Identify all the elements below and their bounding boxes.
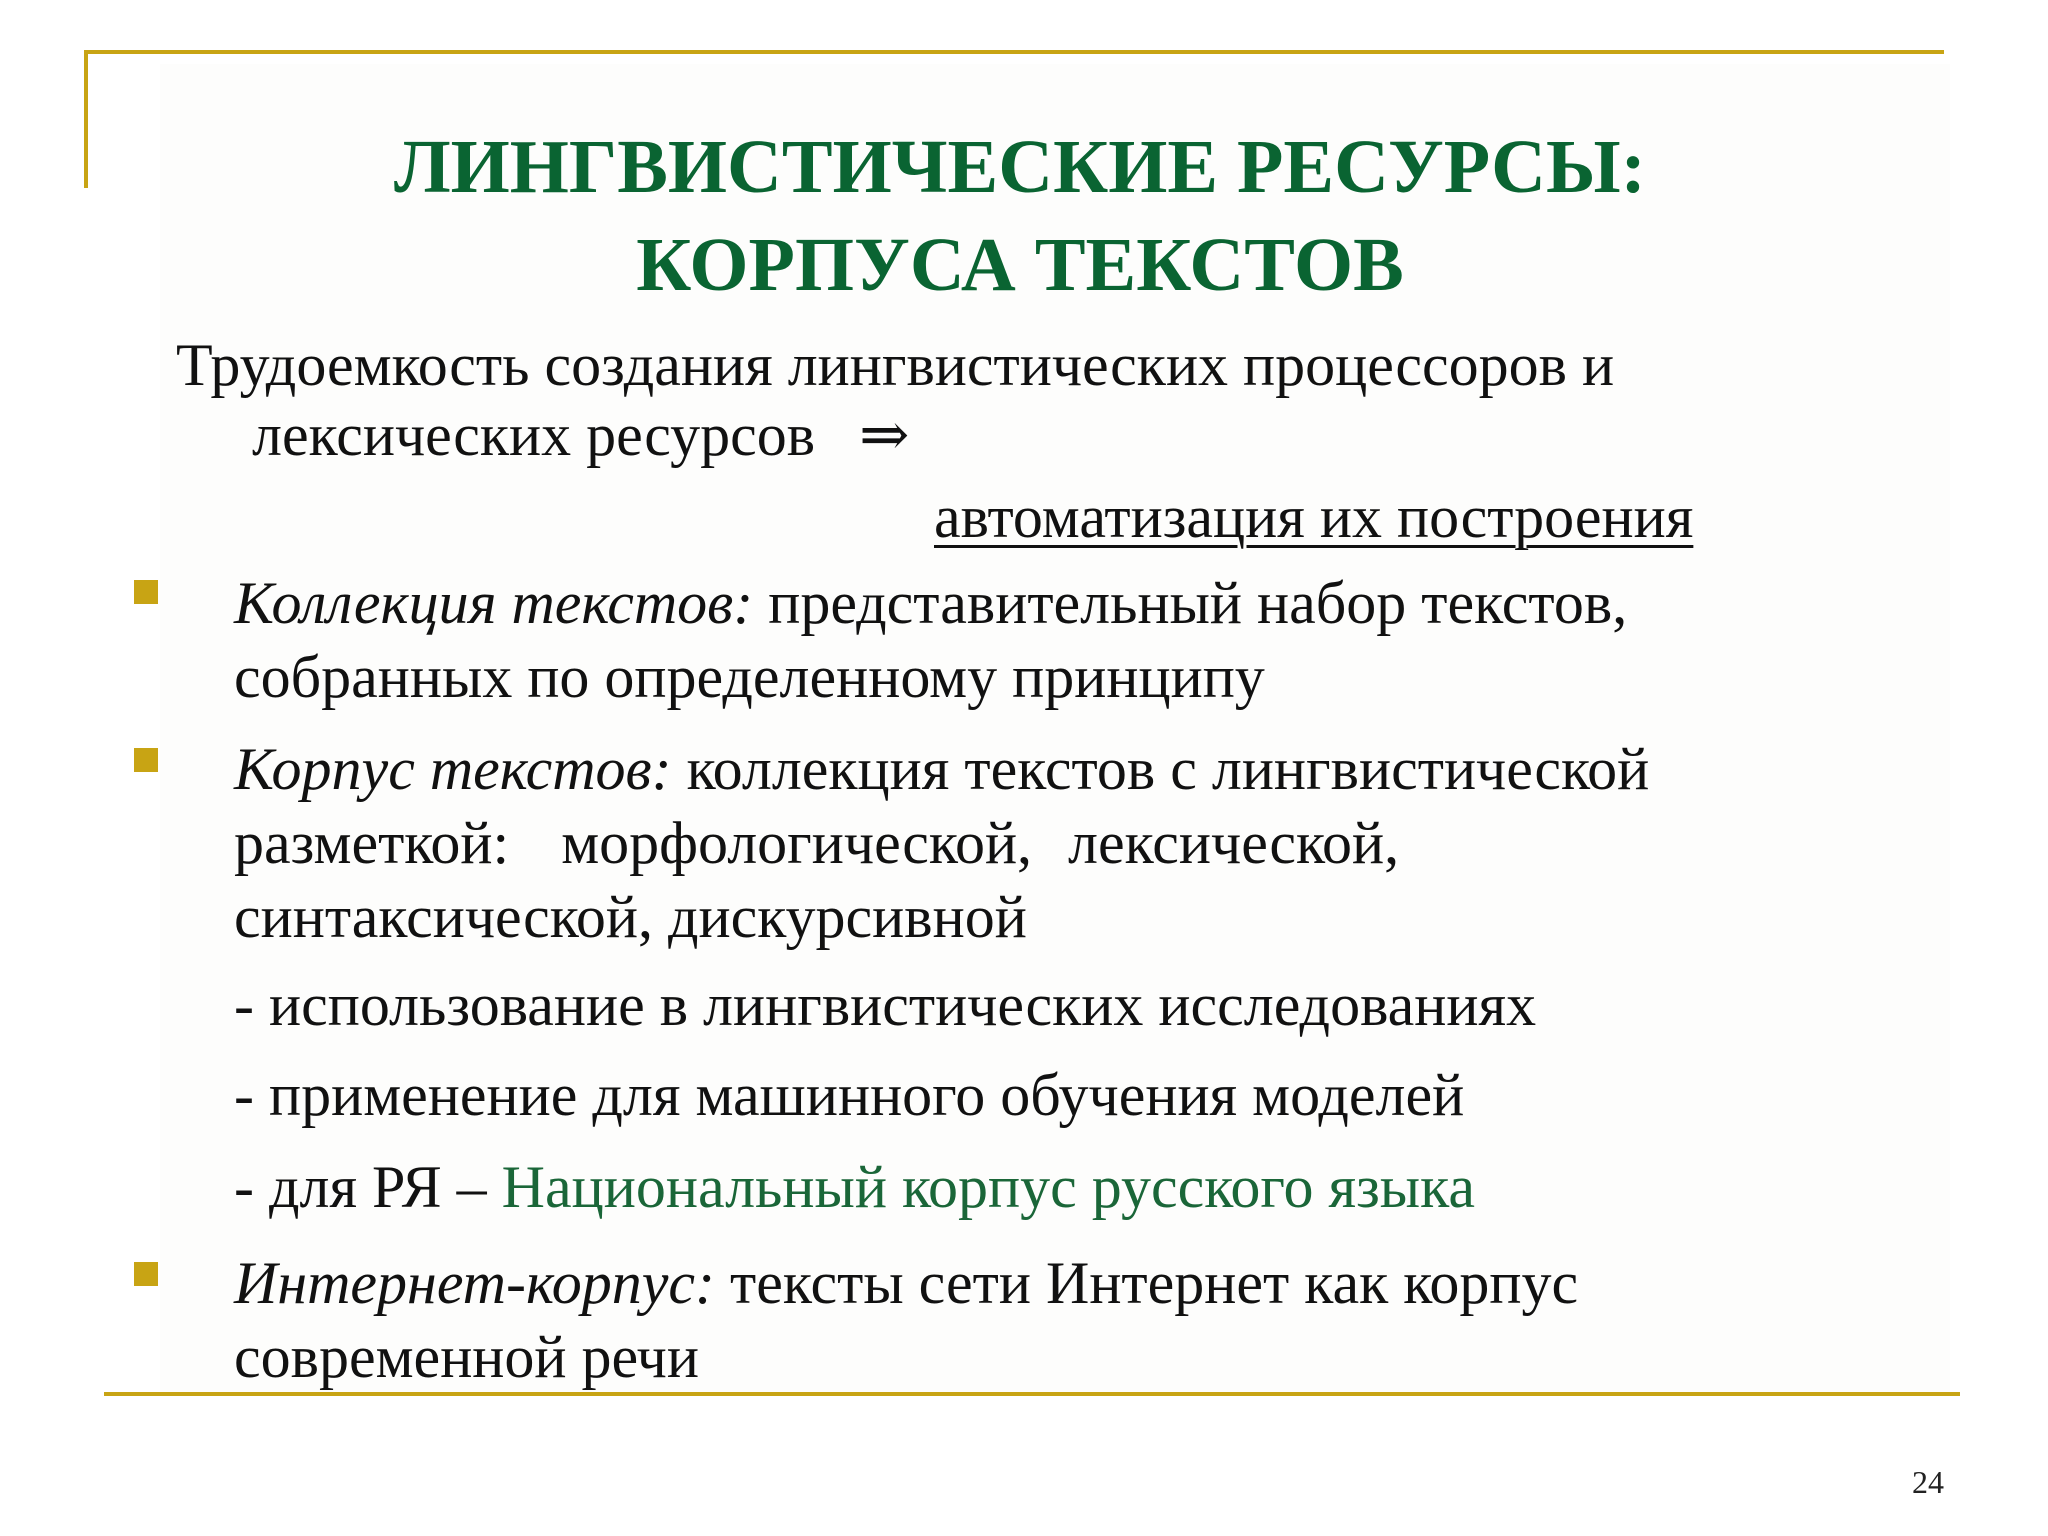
sub-item-russian-corpus [234, 1150, 1894, 1224]
bullet-corpus-line-3: синтаксической, дискурсивной [234, 884, 1027, 950]
square-bullet-icon [134, 748, 158, 772]
markup-label: разметкой: [234, 810, 510, 876]
national-corpus-link: Национальный корпус русского языка [501, 1154, 1475, 1220]
markup-lexical: лексической, [1068, 810, 1400, 876]
intro-line-2 [176, 400, 1876, 470]
bullet-text: тексты сети Интернет как корпус [730, 1250, 1579, 1316]
sub-item-linguistic-research: - использование в лингвистических исследованиях [234, 972, 1537, 1038]
bullet-corpus-line-2 [234, 806, 1894, 880]
bullet-term: Интернет-корпус: [234, 1250, 715, 1316]
bullet-collection [234, 566, 1894, 714]
sub-item-prefix: - для РЯ – [234, 1154, 502, 1220]
sub-item-machine-learning: - применение для машинного обучения моделей [234, 1062, 1465, 1128]
bullet-text: представительный набор текстов, [768, 570, 1628, 636]
intro-result-text: автоматизация их построения [934, 484, 1694, 550]
bullet-term: Коллекция текстов: [234, 570, 754, 636]
intro-line-2-text: лексических ресурсов [252, 402, 816, 468]
page-number: 24 [1912, 1464, 1944, 1500]
square-bullet-icon [134, 1262, 158, 1286]
intro-paragraph [176, 330, 1876, 470]
bullet-internet-corpus [234, 1246, 1894, 1394]
markup-morphological: морфологической, [561, 810, 1033, 876]
bullet-term: Корпус текстов: [234, 736, 672, 802]
implies-arrow-icon: ⇒ [859, 402, 910, 468]
intro-line-1: Трудоемкость создания лингвистических процессоров и [176, 332, 1615, 398]
bullet-corpus [234, 732, 1894, 954]
bullet-corpus-line-1 [234, 732, 1894, 806]
bullet-text: коллекция текстов с лингвистической [686, 736, 1650, 802]
title-line-1: ЛИНГВИСТИЧЕСКИЕ РЕСУРСЫ: [394, 125, 1646, 209]
bullet-collection-line-1 [234, 566, 1894, 640]
frame-top-line [84, 50, 1944, 54]
frame-left-line [84, 50, 88, 188]
slide-title [200, 118, 1840, 314]
title-line-2: КОРПУСА ТЕКСТОВ [636, 223, 1404, 307]
square-bullet-icon [134, 580, 158, 604]
bullet-internet-line-2: современной речи [234, 1324, 699, 1390]
bullet-internet-line-1 [234, 1246, 1894, 1320]
bullet-collection-line-2: собранных по определенному принципу [234, 644, 1265, 710]
intro-result [934, 482, 1711, 552]
